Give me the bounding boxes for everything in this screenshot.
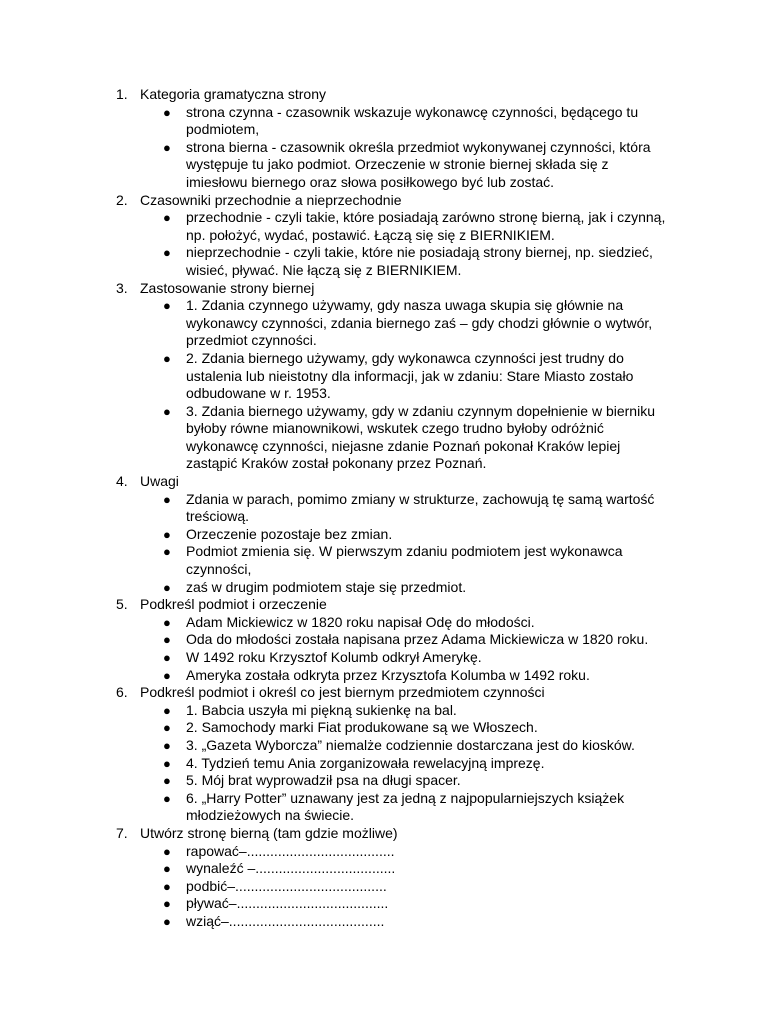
list-item — [0, 543, 768, 578]
list-item — [0, 702, 768, 720]
text-line: Orzeczenie pozostaje bez zmian. — [186, 525, 393, 542]
text-line: treściową. — [186, 508, 250, 525]
text-line: strona czynna - czasownik wskazuje wykonawcę czynności, będącego tu — [186, 103, 639, 120]
document-page — [0, 86, 768, 931]
list-item-text — [186, 755, 686, 773]
list-item — [0, 491, 768, 526]
list-item-text — [186, 543, 686, 578]
list-item — [0, 667, 768, 685]
section-7 — [0, 825, 768, 931]
section-number: 7. — [116, 824, 128, 841]
text-line: 1. Babcia uszyła mi piękną sukienkę na bal. — [186, 701, 457, 718]
bullet-icon: ● — [163, 614, 171, 630]
list-item — [0, 843, 768, 861]
list-item — [0, 895, 768, 913]
text-line: 4. Tydzień temu Ania zorganizowała rewelacyjną imprezę. — [186, 754, 545, 771]
list-item — [0, 790, 768, 825]
list-item-text — [186, 526, 686, 544]
bullet-icon: ● — [163, 702, 171, 718]
list-item-text — [186, 737, 686, 755]
bullet-icon: ● — [163, 843, 171, 859]
section-1 — [0, 86, 768, 192]
list-item — [0, 614, 768, 632]
list-item — [0, 772, 768, 790]
list-item — [0, 350, 768, 403]
section-title: Utwórz stronę bierną (tam gdzie możliwe) — [140, 824, 398, 841]
text-line: wykonawcy czynności, zdania biernego zaś – gdy chodzi głównie o wytwór, — [186, 314, 653, 331]
list-item-text — [186, 579, 686, 597]
section-title: Kategoria gramatyczna strony — [140, 86, 326, 102]
text-line: 1. Zdania czynnego używamy, gdy nasza uwaga skupia się głównie na — [186, 297, 624, 314]
text-line: czynności, — [186, 561, 252, 578]
text-line: 5. Mój brat wyprowadził psa na długi spacer. — [186, 772, 461, 789]
bullet-icon: ● — [163, 790, 171, 806]
list-item-text — [186, 860, 686, 878]
list-item-text — [186, 772, 686, 790]
list-item — [0, 649, 768, 667]
text-line: ustalenia lub nieistotny dla informacji, jak w zdaniu: Stare Miasto zostało — [186, 367, 634, 384]
section-number: 3. — [116, 279, 128, 296]
list-item — [0, 579, 768, 597]
bullet-icon: ● — [163, 491, 171, 507]
section-title: Podkreśl podmiot i orzeczenie — [140, 596, 327, 613]
list-item-text — [186, 403, 686, 473]
list-item — [0, 526, 768, 544]
list-item-text — [186, 790, 686, 825]
list-item-text — [186, 913, 686, 931]
bullet-icon: ● — [163, 245, 171, 261]
list-item-text — [186, 139, 686, 192]
list-item-text — [186, 702, 686, 720]
bullet-list — [0, 702, 768, 825]
text-line: Ameryka została odkryta przez Krzysztofa Kolumba w 1492 roku. — [186, 666, 590, 683]
section-title: Zastosowanie strony biernej — [140, 279, 315, 296]
text-line: wykonawcę czynności, niejasne zdanie Poznań pokonał Kraków lepiej — [186, 437, 621, 454]
text-line: Podmiot zmienia się. W pierwszym zdaniu podmiotem jest wykonawca — [186, 543, 623, 560]
bullet-icon: ● — [163, 773, 171, 789]
list-item-text — [186, 843, 686, 861]
list-item — [0, 104, 768, 139]
section-number: 6. — [116, 684, 128, 701]
text-line: 3. „Gazeta Wyborcza” niemalże codziennie dostarczana jest do kiosków. — [186, 736, 635, 753]
text-line: 3. Zdania biernego używamy, gdy w zdaniu czynnym dopełnienie w bierniku — [186, 402, 655, 419]
list-item — [0, 631, 768, 649]
list-item-text — [186, 104, 686, 139]
section-number: 1. — [116, 86, 128, 102]
text-line: występuje tu jako podmiot. Orzeczenie w stronie biernej składa się z — [186, 156, 609, 173]
text-line: wziąć–........................................ — [186, 912, 385, 929]
section-title: Podkreśl podmiot i określ co jest biernym przedmiotem czynności — [140, 684, 545, 701]
section-title: Uwagi — [140, 473, 179, 490]
list-item — [0, 860, 768, 878]
list-item-text — [186, 209, 686, 244]
list-item — [0, 244, 768, 279]
text-line: byłoby równe mianownikowi, wskutek czego trudno byłoby odróżnić — [186, 420, 604, 437]
bullet-list — [0, 209, 768, 279]
bullet-icon: ● — [163, 878, 171, 894]
list-item — [0, 403, 768, 473]
bullet-list — [0, 491, 768, 597]
bullet-icon: ● — [163, 350, 171, 366]
bullet-icon: ● — [163, 913, 171, 929]
text-line: zastąpić Kraków został pokonany przez Poznań. — [186, 455, 487, 472]
section-5 — [0, 596, 768, 684]
list-item — [0, 755, 768, 773]
text-line: podmiotem, — [186, 121, 260, 138]
text-line: wisieć, pływać. Nie łączą się z BIERNIKIEM. — [186, 261, 462, 278]
section-number: 4. — [116, 473, 128, 490]
bullet-icon: ● — [163, 755, 171, 771]
bullet-icon: ● — [163, 544, 171, 560]
text-line: rapować–...................................... — [186, 842, 395, 859]
bullet-icon: ● — [163, 104, 171, 120]
bullet-list — [0, 843, 768, 931]
text-line: 2. Zdania biernego używamy, gdy wykonawca czynności jest trudny do — [186, 349, 624, 366]
section-heading — [0, 473, 768, 491]
list-item — [0, 737, 768, 755]
bullet-icon: ● — [163, 526, 171, 542]
section-heading — [0, 86, 768, 104]
list-item-text — [186, 297, 686, 350]
bullet-icon: ● — [163, 210, 171, 226]
list-item — [0, 139, 768, 192]
list-item-text — [186, 491, 686, 526]
bullet-icon: ● — [163, 632, 171, 648]
bullet-icon: ● — [163, 650, 171, 665]
list-item-text — [186, 350, 686, 403]
list-item — [0, 878, 768, 896]
list-item-text — [186, 244, 686, 279]
bullet-list — [0, 104, 768, 192]
bullet-icon: ● — [163, 667, 171, 683]
list-item-text — [186, 649, 686, 667]
section-heading — [0, 825, 768, 843]
section-heading — [0, 684, 768, 702]
list-item — [0, 719, 768, 737]
text-line: imiesłowu biernego oraz słowa posiłkowego być lub zostać. — [186, 173, 555, 190]
section-title: Czasowniki przechodnie a nieprzechodnie — [140, 191, 402, 208]
text-line: zaś w drugim podmiotem staje się przedmiot. — [186, 578, 467, 595]
bullet-list — [0, 297, 768, 473]
section-4 — [0, 473, 768, 596]
text-line: Adam Mickiewicz w 1820 roku napisał Odę do młodości. — [186, 613, 535, 630]
text-line: np. położyć, wydać, postawić. Łączą się się z BIERNIKIEM. — [186, 226, 555, 243]
bullet-icon: ● — [163, 720, 171, 736]
section-number: 5. — [116, 596, 128, 613]
section-heading — [0, 596, 768, 614]
text-line: 2. Samochody marki Fiat produkowane są we Włoszech. — [186, 719, 538, 736]
text-line: 6. „Harry Potter” uznawany jest za jedną z najpopularniejszych książek — [186, 789, 625, 806]
bullet-icon: ● — [163, 139, 171, 155]
section-3 — [0, 280, 768, 474]
text-line: wynaleźć –.................................... — [186, 860, 396, 877]
text-line: przechodnie - czyli takie, które posiadają zarówno stronę bierną, jak i czynną, — [186, 209, 666, 226]
text-line: strona bierna - czasownik określa przedmiot wykonywanej czynności, która — [186, 138, 651, 155]
bullet-icon: ● — [163, 896, 171, 912]
list-item — [0, 297, 768, 350]
list-item-text — [186, 631, 686, 649]
text-line: nieprzechodnie - czyli takie, które nie posiadają strony biernej, np. siedzieć, — [186, 244, 653, 261]
list-item — [0, 209, 768, 244]
section-2 — [0, 192, 768, 280]
section-heading — [0, 280, 768, 298]
list-item — [0, 913, 768, 931]
bullet-icon: ● — [163, 861, 171, 877]
bullet-icon: ● — [163, 579, 171, 595]
section-6 — [0, 684, 768, 825]
text-line: Oda do młodości została napisana przez Adama Mickiewicza w 1820 roku. — [186, 631, 649, 648]
list-item-text — [186, 719, 686, 737]
section-number: 2. — [116, 191, 128, 208]
list-item-text — [186, 878, 686, 896]
text-line: odbudowane w r. 1953. — [186, 385, 331, 402]
text-line: W 1492 roku Krzysztof Kolumb odkrył Amerykę. — [186, 649, 482, 665]
bullet-icon: ● — [163, 298, 171, 314]
text-line: młodzieżowych na świecie. — [186, 807, 355, 824]
text-line: przedmiot czynności. — [186, 332, 317, 349]
list-item-text — [186, 895, 686, 913]
list-item-text — [186, 614, 686, 632]
bullet-list — [0, 614, 768, 684]
list-item-text — [186, 667, 686, 685]
text-line: pływać–....................................... — [186, 895, 389, 912]
section-heading — [0, 192, 768, 210]
bullet-icon: ● — [163, 403, 171, 419]
text-line: Zdania w parach, pomimo zmiany w strukturze, zachowują tę samą wartość — [186, 490, 655, 507]
bullet-icon: ● — [163, 737, 171, 753]
text-line: podbić–....................................... — [186, 877, 387, 894]
